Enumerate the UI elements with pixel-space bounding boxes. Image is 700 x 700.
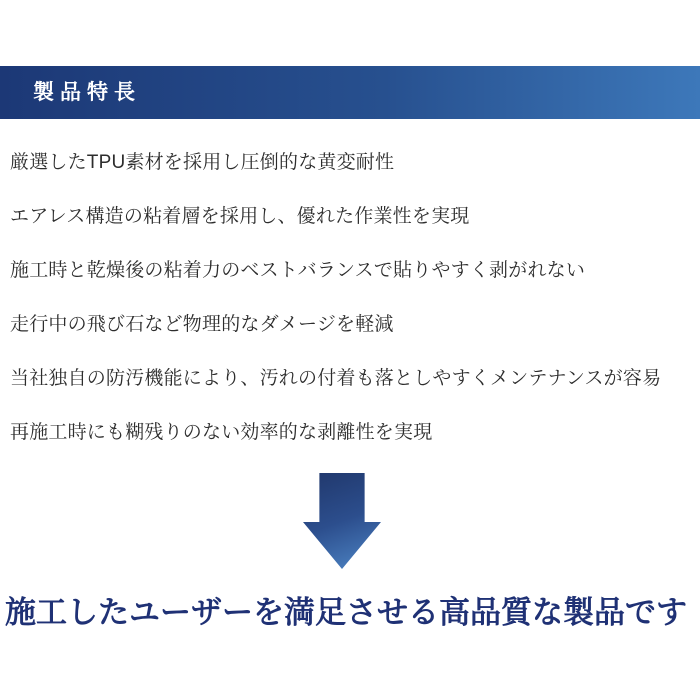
down-arrow-icon: [303, 473, 381, 569]
section-title: 製品特長: [33, 80, 141, 104]
section-header-bar: [0, 66, 700, 119]
feature-item: エアレス構造の粘着層を採用し、優れた作業性を実現: [10, 206, 470, 227]
feature-item: 当社独自の防汚機能により、汚れの付着も落としやすくメンテナンスが容易: [10, 368, 662, 389]
feature-item: 走行中の飛び石など物理的なダメージを軽減: [10, 314, 394, 335]
conclusion-text: 施工したユーザーを満足させる高品質な製品です: [5, 595, 687, 630]
feature-item: 厳選したTPU素材を採用し圧倒的な黄変耐性: [10, 152, 395, 173]
feature-item: 施工時と乾燥後の粘着力のベストバランスで貼りやすく剥がれない: [10, 260, 586, 281]
feature-list: [10, 136, 695, 460]
feature-item: 再施工時にも糊残りのない効率的な剥離性を実現: [10, 422, 433, 443]
